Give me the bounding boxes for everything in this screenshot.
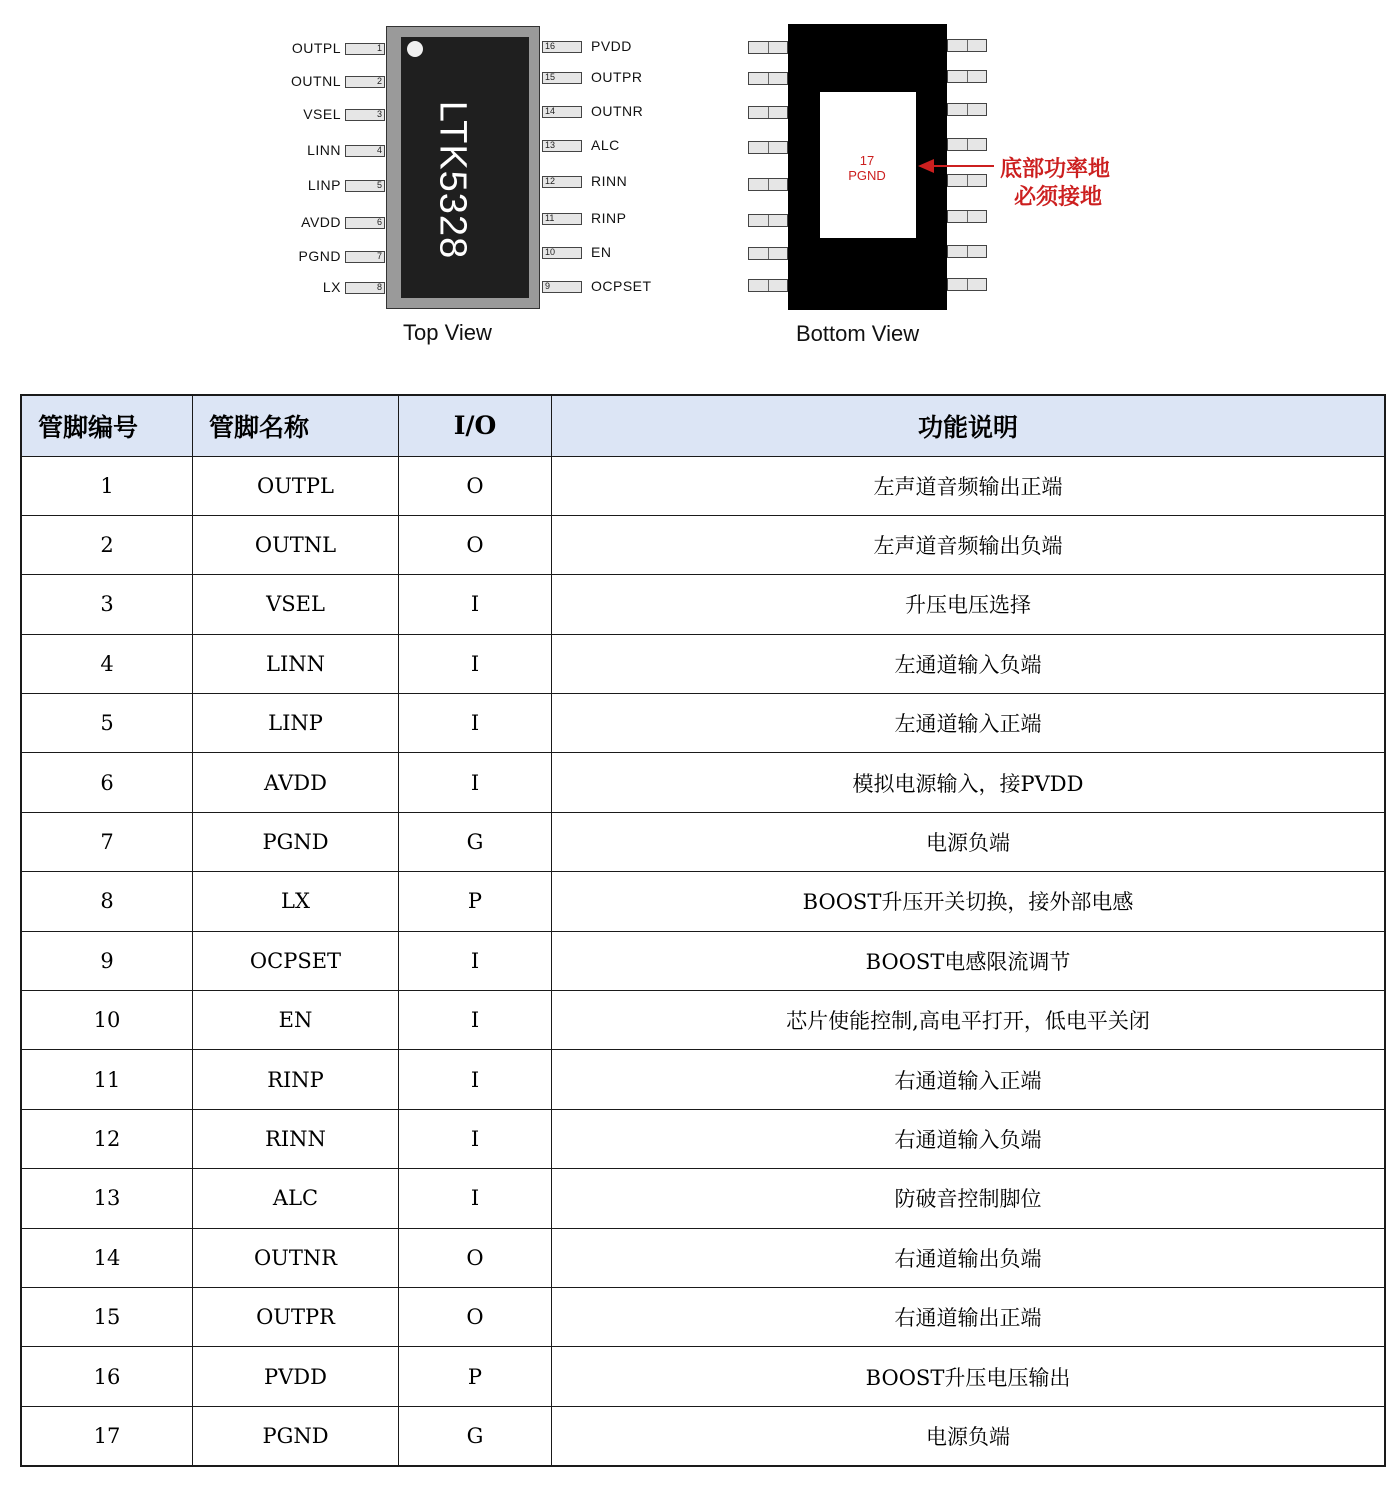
cell-function: 电源负端 bbox=[552, 1406, 1386, 1465]
bottom-view-label: Bottom View bbox=[796, 321, 920, 346]
table-row bbox=[21, 515, 1385, 574]
right-pin-label: RINP bbox=[591, 210, 627, 226]
cell-pin-name: LINN bbox=[193, 634, 399, 693]
bottom-right-pin bbox=[947, 103, 987, 116]
pin-number: 3 bbox=[376, 109, 382, 119]
cell-pin-name: RINN bbox=[193, 1109, 399, 1168]
cell-function: 左通道输入正端 bbox=[552, 694, 1386, 753]
cell-function: 右通道输入负端 bbox=[552, 1109, 1386, 1168]
pin-number: 11 bbox=[545, 213, 555, 223]
cell-function: 右通道输出负端 bbox=[552, 1228, 1386, 1287]
cell-io: I bbox=[399, 575, 552, 634]
bottom-right-pin bbox=[947, 39, 987, 52]
left-pin-4 bbox=[345, 145, 385, 157]
right-pin-12 bbox=[542, 176, 582, 188]
cell-pin-number: 12 bbox=[21, 1109, 193, 1168]
cell-pin-number: 16 bbox=[21, 1347, 193, 1406]
table-row bbox=[21, 872, 1385, 931]
table-row bbox=[21, 753, 1385, 812]
cell-io: P bbox=[399, 1347, 552, 1406]
note-line-2: 必须接地 bbox=[1014, 185, 1103, 210]
bottom-left-pin bbox=[748, 214, 788, 227]
left-pin-label: AVDD bbox=[301, 214, 341, 230]
pinout-diagram bbox=[0, 0, 1398, 380]
bottom-right-pin bbox=[947, 138, 987, 151]
left-pin-label: OUTPL bbox=[291, 40, 341, 56]
cell-pin-name: PVDD bbox=[193, 1347, 399, 1406]
pad-label: PGND bbox=[848, 168, 886, 183]
bottom-right-pin bbox=[947, 245, 987, 258]
right-pin-14 bbox=[542, 106, 582, 118]
arrow-icon bbox=[918, 159, 994, 173]
pin-description-table bbox=[20, 394, 1386, 1467]
cell-pin-number: 17 bbox=[21, 1406, 193, 1465]
bottom-left-pin bbox=[748, 72, 788, 85]
cell-io: G bbox=[399, 812, 552, 871]
header-pin-number: 管脚编号 bbox=[21, 395, 193, 456]
cell-io: P bbox=[399, 872, 552, 931]
pad-number: 17 bbox=[859, 153, 875, 168]
note-line-1: 底部功率地 bbox=[1000, 157, 1111, 182]
cell-pin-name: PGND bbox=[193, 812, 399, 871]
cell-pin-name: AVDD bbox=[193, 753, 399, 812]
cell-pin-name: ALC bbox=[193, 1169, 399, 1228]
table-row bbox=[21, 991, 1385, 1050]
cell-io: I bbox=[399, 1169, 552, 1228]
header-pin-name: 管脚名称 bbox=[193, 395, 399, 456]
cell-pin-name: PGND bbox=[193, 1406, 399, 1465]
right-pin-label: ALC bbox=[591, 137, 620, 153]
table-row bbox=[21, 694, 1385, 753]
cell-pin-number: 9 bbox=[21, 931, 193, 990]
cell-io: G bbox=[399, 1406, 552, 1465]
cell-function: 左声道音频输出正端 bbox=[552, 456, 1386, 515]
table-row bbox=[21, 1347, 1385, 1406]
table-row bbox=[21, 1050, 1385, 1109]
cell-pin-number: 10 bbox=[21, 991, 193, 1050]
cell-io: I bbox=[399, 991, 552, 1050]
table-row bbox=[21, 634, 1385, 693]
cell-io: I bbox=[399, 931, 552, 990]
cell-pin-name: LX bbox=[193, 872, 399, 931]
pin-number: 10 bbox=[545, 247, 556, 257]
right-pin-label: OUTPR bbox=[591, 69, 643, 85]
cell-io: O bbox=[399, 1228, 552, 1287]
pin-number: 5 bbox=[376, 180, 382, 190]
table-row bbox=[21, 456, 1385, 515]
cell-io: I bbox=[399, 753, 552, 812]
bottom-right-pin bbox=[947, 278, 987, 291]
pin-number: 4 bbox=[376, 145, 382, 155]
cell-pin-number: 7 bbox=[21, 812, 193, 871]
pin-number: 2 bbox=[376, 76, 382, 86]
cell-function: 升压电压选择 bbox=[552, 575, 1386, 634]
cell-pin-number: 15 bbox=[21, 1287, 193, 1346]
cell-function: 电源负端 bbox=[552, 812, 1386, 871]
bottom-right-pin bbox=[947, 70, 987, 83]
bottom-left-pin bbox=[748, 106, 788, 119]
left-pin-label: LINN bbox=[307, 142, 341, 158]
cell-pin-number: 1 bbox=[21, 456, 193, 515]
left-pin-label: LINP bbox=[307, 177, 341, 193]
table-row bbox=[21, 1287, 1385, 1346]
table-body bbox=[21, 456, 1385, 1466]
cell-function: 防破音控制脚位 bbox=[552, 1169, 1386, 1228]
cell-function: 左声道音频输出负端 bbox=[552, 515, 1386, 574]
cell-pin-number: 4 bbox=[21, 634, 193, 693]
cell-function: 模拟电源输入，接PVDD bbox=[552, 753, 1386, 812]
right-pin-15 bbox=[542, 72, 582, 84]
pin-number: 1 bbox=[376, 43, 382, 53]
cell-function: 右通道输入正端 bbox=[552, 1050, 1386, 1109]
pin-number: 16 bbox=[545, 41, 556, 51]
cell-pin-name: EN bbox=[193, 991, 399, 1050]
cell-io: O bbox=[399, 515, 552, 574]
cell-function: 左通道输入负端 bbox=[552, 634, 1386, 693]
cell-pin-name: OUTPL bbox=[193, 456, 399, 515]
cell-pin-name: LINP bbox=[193, 694, 399, 753]
left-pin-8 bbox=[345, 282, 385, 294]
cell-pin-number: 2 bbox=[21, 515, 193, 574]
right-pin-10 bbox=[542, 247, 582, 259]
pin-number: 13 bbox=[545, 140, 556, 150]
left-pin-label: VSEL bbox=[303, 106, 341, 122]
bottom-right-pin bbox=[947, 210, 987, 223]
right-pin-label: OUTNR bbox=[591, 103, 644, 119]
cell-pin-number: 6 bbox=[21, 753, 193, 812]
right-pin-label: OCPSET bbox=[591, 278, 652, 294]
header-io: I/O bbox=[399, 395, 552, 456]
cell-function: BOOST升压电压输出 bbox=[552, 1347, 1386, 1406]
cell-pin-name: OUTNR bbox=[193, 1228, 399, 1287]
cell-pin-name: OCPSET bbox=[193, 931, 399, 990]
cell-io: I bbox=[399, 1109, 552, 1168]
cell-function: BOOST升压开关切换，接外部电感 bbox=[552, 872, 1386, 931]
cell-pin-number: 13 bbox=[21, 1169, 193, 1228]
pin-number: 6 bbox=[376, 217, 382, 227]
bottom-left-pin bbox=[748, 178, 788, 191]
left-pin-7 bbox=[345, 251, 385, 263]
left-pin-label: OUTNL bbox=[291, 73, 341, 89]
cell-io: I bbox=[399, 694, 552, 753]
pin-number: 7 bbox=[376, 251, 382, 261]
pin-number: 14 bbox=[545, 106, 556, 116]
left-pin-3 bbox=[345, 109, 385, 121]
right-pin-9 bbox=[542, 281, 582, 293]
top-view-label: Top View bbox=[403, 320, 492, 345]
table-row bbox=[21, 1109, 1385, 1168]
chip-name: LTK5328 bbox=[431, 100, 474, 260]
bottom-left-pin bbox=[748, 141, 788, 154]
left-pin-label: PGND bbox=[298, 248, 341, 264]
pin-number: 9 bbox=[545, 281, 551, 291]
table-header-row bbox=[21, 395, 1385, 456]
table-row bbox=[21, 1406, 1385, 1465]
cell-pin-name: OUTPR bbox=[193, 1287, 399, 1346]
cell-pin-number: 3 bbox=[21, 575, 193, 634]
left-pin-6 bbox=[345, 217, 385, 229]
pin-number: 8 bbox=[376, 282, 382, 292]
right-pin-11 bbox=[542, 213, 582, 225]
table-row bbox=[21, 1169, 1385, 1228]
cell-io: O bbox=[399, 1287, 552, 1346]
cell-io: I bbox=[399, 1050, 552, 1109]
table-row bbox=[21, 812, 1385, 871]
left-pin-5 bbox=[345, 180, 385, 192]
cell-pin-number: 5 bbox=[21, 694, 193, 753]
cell-pin-number: 14 bbox=[21, 1228, 193, 1287]
right-pin-13 bbox=[542, 140, 582, 152]
left-pin-2 bbox=[345, 76, 385, 88]
cell-pin-number: 8 bbox=[21, 872, 193, 931]
cell-function: 芯片使能控制,高电平打开，低电平关闭 bbox=[552, 991, 1386, 1050]
cell-function: 右通道输出正端 bbox=[552, 1287, 1386, 1346]
right-pin-label: EN bbox=[591, 244, 612, 260]
bottom-left-pin bbox=[748, 279, 788, 292]
bottom-left-pin bbox=[748, 41, 788, 54]
bottom-right-pin bbox=[947, 174, 987, 187]
left-pin-label: LX bbox=[322, 279, 341, 295]
cell-pin-name: VSEL bbox=[193, 575, 399, 634]
table-row bbox=[21, 931, 1385, 990]
cell-pin-number: 11 bbox=[21, 1050, 193, 1109]
cell-io: O bbox=[399, 456, 552, 515]
pin-number: 15 bbox=[545, 72, 556, 82]
cell-pin-name: OUTNL bbox=[193, 515, 399, 574]
cell-function: BOOST电感限流调节 bbox=[552, 931, 1386, 990]
table-row bbox=[21, 1228, 1385, 1287]
bottom-left-pin bbox=[748, 247, 788, 260]
right-pin-label: RINN bbox=[591, 173, 628, 189]
right-pin-label: PVDD bbox=[591, 38, 632, 54]
cell-pin-name: RINP bbox=[193, 1050, 399, 1109]
cell-io: I bbox=[399, 634, 552, 693]
header-function: 功能说明 bbox=[552, 395, 1386, 456]
table-row bbox=[21, 575, 1385, 634]
pin-number: 12 bbox=[545, 176, 556, 186]
pin1-marker-dot bbox=[407, 41, 423, 57]
right-pin-16 bbox=[542, 41, 582, 53]
left-pin-1 bbox=[345, 43, 385, 55]
